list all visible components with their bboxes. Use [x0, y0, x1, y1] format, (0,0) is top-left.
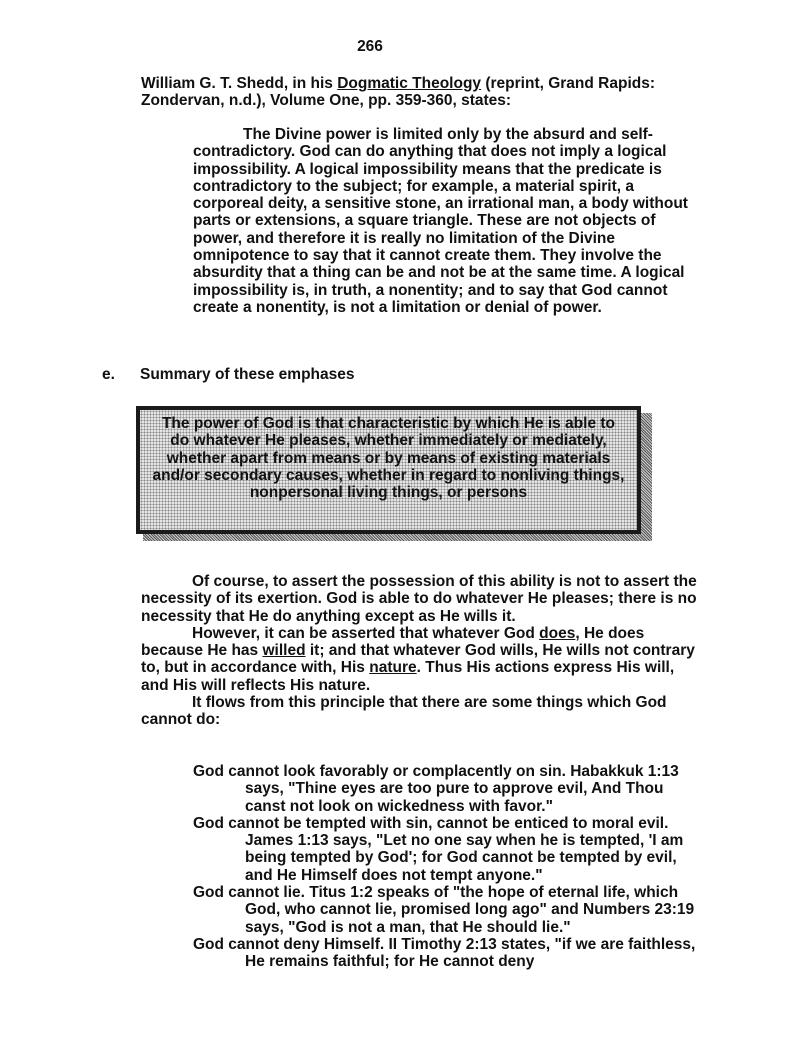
book-title: Dogmatic Theology	[337, 75, 482, 92]
list-item: God cannot lie. Titus 1:2 speaks of "the hope of eternal life, which God, who cannot lie, promised long ago" and Numbers 23:19 says, "God is not a man, that He should lie."	[193, 884, 695, 936]
list-item: God cannot deny Himself. II Timothy 2:13 states, "if we are faithless, He remains faithful; for He cannot deny	[193, 935, 696, 971]
para2-text-d: . Thus His actions express His will, and His will reflects His nature.	[141, 659, 675, 694]
paragraph-exertion: Of course, to assert the possession of this ability is not to assert the necessity of its exertion. God is able to do whatever He pleases; there is no necessity that He do anything except as He wills it.	[141, 573, 697, 625]
summary-box-text: The power of God is that characteristic by which He is able to do whatever He pleases, whether immediately or mediately, whether apart from means or by means of existing materials and/or secondary causes, whether in regard to nonliving things, nonpersonal living things, or persons	[152, 415, 625, 502]
summary-box	[136, 406, 641, 534]
page-number: 266	[357, 38, 383, 55]
para2-text-c: it; and that whatever God wills, He wills not contrary to, but in accordance with, His	[141, 642, 695, 677]
section-letter: e.	[102, 366, 115, 383]
list-item: God cannot look favorably or complacently on sin. Habakkuk 1:13 says, "Thine eyes are too pure to approve evil, And Thou canst not look on wickedness with favor."	[193, 763, 679, 815]
word-willed: willed	[262, 642, 306, 660]
paragraph-will-nature	[141, 625, 701, 694]
intro-text-after: (reprint, Grand Rapids: Zondervan, n.d.), Volume One, pp. 359-360, states:	[141, 75, 656, 110]
section-title: Summary of these emphases	[140, 366, 355, 383]
block-quote	[193, 126, 708, 316]
cannot-list	[193, 763, 708, 971]
section-heading	[102, 366, 702, 383]
para2-text-a: However, it can be asserted that whatever God	[192, 624, 540, 642]
body-paragraphs	[141, 573, 701, 729]
word-nature: nature	[369, 659, 417, 677]
word-does: does	[539, 624, 576, 642]
list-item: God cannot be tempted with sin, cannot be enticed to moral evil. James 1:13 says, "Let no one say when he is tempted, 'I am being tempted by God'; for God cannot be tempted by evil, and He Himself does not tempt anyone."	[193, 814, 684, 884]
paragraph-principle: It flows from this principle that there are some things which God cannot do:	[141, 694, 667, 729]
intro-paragraph	[141, 75, 701, 110]
para2-text-b: , He does because He has	[141, 624, 645, 660]
intro-text-before: William G. T. Shedd, in his	[141, 75, 338, 92]
block-quote-text: The Divine power is limited only by the absurd and self-contradictory. God can do anything that does not imply a logical impossibility. A logical impossibility means that the predicate is contradictory to the subject; for example, a material spirit, a corporeal deity, a sensitive stone, an irrational man, a body without parts or extensions, a square triangle. These are not objects of power, and therefore it is really no limitation of the Divine omnipotence to say that it cannot create them. They involve the absurdity that a thing can be and not be at the same time. A logical impossibility is, in truth, a nonentity; and to say that God cannot create a nonentity, is not a limitation or denial of power.	[193, 126, 688, 316]
